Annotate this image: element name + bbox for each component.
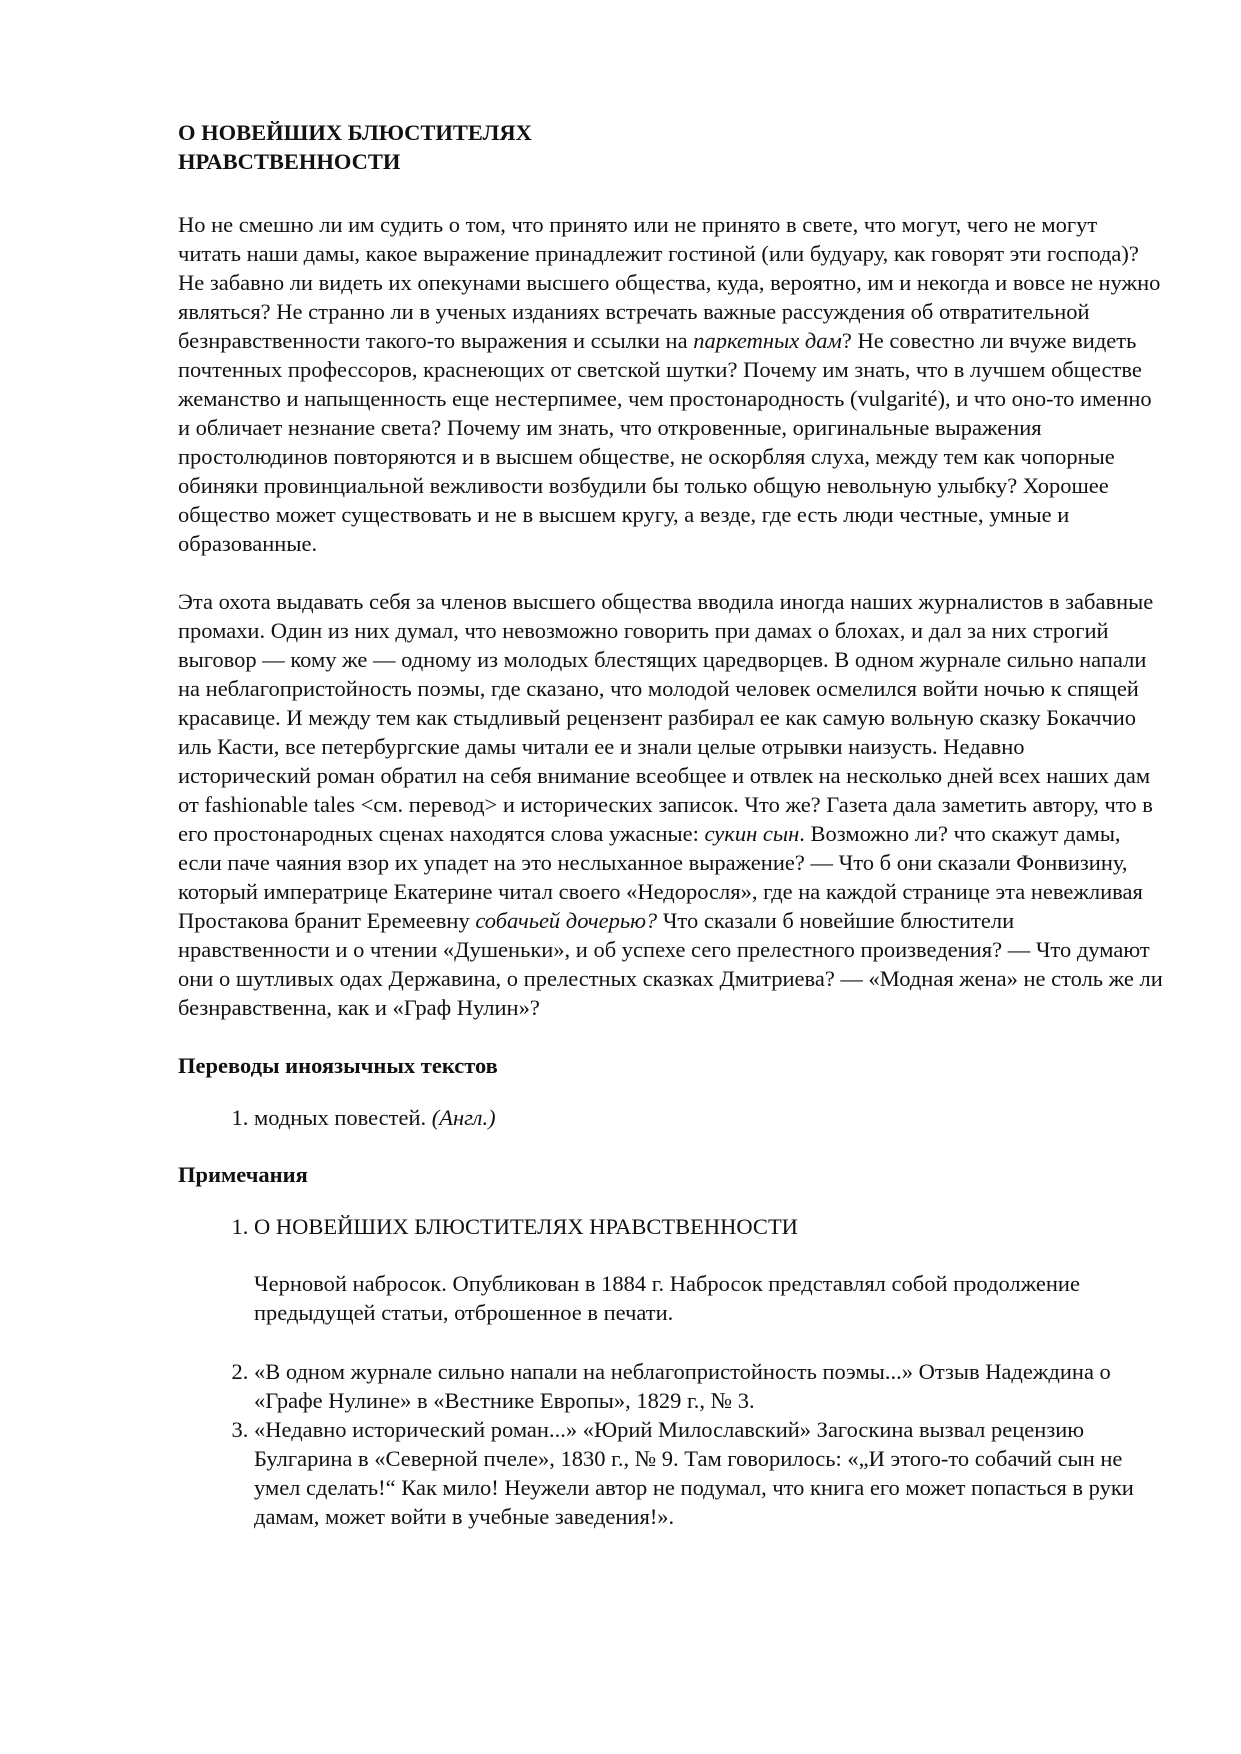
note-item-1-title: О НОВЕЙШИХ БЛЮСТИТЕЛЯХ НРАВСТВЕННОСТИ xyxy=(254,1214,798,1239)
note-item-3 xyxy=(254,1415,1163,1531)
paragraph-2-part-a: Эта охота выдавать себя за членов высшего общества вводила иногда наших журналистов в забавные промахи. Один из них думал, что невозможно говорить при дамах о блохах, и дал за них строгий выговор — кому же — одному из молодых блестящих царедворцев. В одном журнале сильно напали на неблагопристойность поэмы, где сказано, что молодой человек осмелился войти ночью к спящей красавице. И между тем как стыдливый рецензент разбирал ее как самую вольную сказку Бокаччио иль Касти, все петербургские дамы читали ее и знали целые отрывки наизусть. Недавно исторический роман обратил на себя внимание всеобщее и отвлек на несколько дней всех наших дам от fashionable tales <см. перевод> и исторических записок. Что же? Газета дала заметить автору, что в его простонародных сценах находятся слова ужасные: xyxy=(178,589,1154,846)
note-item-1 xyxy=(254,1212,1163,1327)
document-page xyxy=(178,118,1163,1559)
translation-item-1 xyxy=(254,1103,1163,1132)
paragraph-2-part-b: . Возможно ли? что скажут дамы, если паче чаяния взор их упадет на это неслыханное выражение? — Что б они сказали Фонвизину, который императрице Екатерине читал своего «Недоросля», где на каждой странице эта невежливая Простакова бранит Еремеевну xyxy=(178,821,1143,933)
notes-heading: Примечания xyxy=(178,1162,308,1187)
notes-list xyxy=(178,1212,1163,1531)
paragraph-1-part-a: Но не смешно ли им судить о том, что принято или не принято в свете, что могут, чего не могут читать наши дамы, какое выражение принадлежит гостиной (или будуару, как говорят эти господа)? Не забавно ли видеть их опекунами высшего общества, куда, вероятно, им и некогда и вовсе не нужно являться? Не странно ли в ученых изданиях встречать важные рассуждения об отвратительной безнравственности такого-то выражения и ссылки на xyxy=(178,212,1161,353)
translation-item-1-text: модных повестей. xyxy=(254,1105,432,1130)
paragraph-2-italic-1: сукин сын xyxy=(704,821,800,846)
translation-item-1-italic: (Англ.) xyxy=(431,1105,496,1130)
title-line-1: О НОВЕЙШИХ БЛЮСТИТЕЛЯХ xyxy=(178,120,532,145)
paragraph-2-italic-2: собачьей дочерью? xyxy=(475,908,658,933)
title-line-2: НРАВСТВЕННОСТИ xyxy=(178,149,401,174)
translations-list xyxy=(178,1103,1163,1132)
paragraph-1-italic: паркетных дам xyxy=(693,328,842,353)
document-title xyxy=(178,118,1163,176)
note-item-2-text: «В одном журнале сильно напали на неблагопристойность поэмы...» Отзыв Надеждина о «Графе Нулине» в «Вестнике Европы», 1829 г., № 3. xyxy=(254,1359,1111,1413)
paragraph-1 xyxy=(178,210,1163,558)
paragraph-1-part-b: ? Не совестно ли вчуже видеть почтенных профессоров, краснеющих от светской шутки? Почему им знать, что в лучшем обществе жеманство и напыщенность еще нестерпимее, чем простонародность (vulgarité), и что оно-то именно и обличает незнание света? Почему им знать, что откровенные, оригинальные выражения простолюдинов повторяются и в высшем обществе, не оскорбляя слуха, между тем как чопорные обиняки провинциальной вежливости возбудили бы только общую невольную улыбку? Хорошее общество может существовать и не в высшем кругу, а везде, где есть люди честные, умные и образованные. xyxy=(178,328,1152,556)
translations-heading: Переводы иноязычных текстов xyxy=(178,1053,498,1078)
note-item-3-text: «Недавно исторический роман...» «Юрий Милославский» Загоскина вызвал рецензию Булгарина в «Северной пчеле», 1830 г., № 9. Там говорилось: «„И этого-то собачий сын не умел сделать!“ Как мило! Неужели автор не подумал, что книга его может попасться в руки дамам, может войти в учебные заведения!». xyxy=(254,1417,1134,1529)
paragraph-2 xyxy=(178,587,1163,1022)
note-item-2 xyxy=(254,1357,1163,1415)
note-item-1-description: Черновой набросок. Опубликован в 1884 г. Набросок представлял собой продолжение предыдущей статьи, отброшенное в печати. xyxy=(254,1271,1080,1325)
paragraph-2-part-c: Что сказали б новейшие блюстители нравственности и о чтении «Душеньки», и об успехе сего прелестного произведения? — Что думают они о шутливых одах Державина, о прелестных сказках Дмитриева? — «Модная жена» не столь же ли безнравственна, как и «Граф Нулин»? xyxy=(178,908,1163,1020)
